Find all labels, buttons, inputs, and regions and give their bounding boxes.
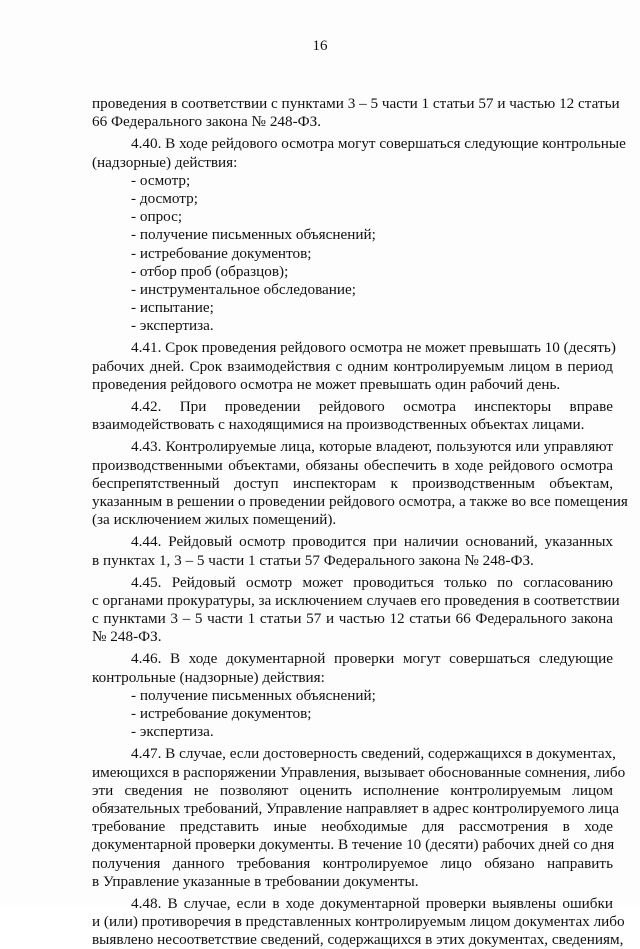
text-line: в Управление указанные в требовании документы.: [92, 872, 419, 890]
text-line: - экспертиза.: [131, 317, 214, 335]
text-line: с пунктами 3 – 5 части 1 статьи 57 и частью 12 статьи 66 Федерального закона: [92, 610, 613, 628]
text-line: - опрос;: [131, 208, 183, 226]
text-line: 4.46. В ходе документарной проверки могут совершаться следующие: [131, 650, 613, 668]
text-line: - досмотр;: [131, 189, 198, 207]
text-line: получения данного требования контролируемое лицо обязано направить: [92, 854, 613, 872]
text-line: имеющихся в распоряжении Управления, вызывает обоснованные сомнения, либо: [92, 763, 626, 781]
page-number: 16: [312, 38, 328, 54]
text-line: - получение письменных объяснений;: [131, 226, 376, 244]
text-line: обязательных требований, Управление направляет в адрес контролируемого лица: [92, 799, 619, 817]
text-line: - отбор проб (образцов);: [131, 262, 289, 280]
text-line: 4.44. Рейдовый осмотр проводится при наличии оснований, указанных: [131, 533, 613, 551]
text-line: - экспертиза.: [131, 723, 214, 741]
text-line: - истребование документов;: [131, 244, 312, 262]
text-line: проведения рейдового осмотра не может превышать один рабочий день.: [92, 375, 561, 393]
text-line: 4.41. Срок проведения рейдового осмотра не может превышать 10 (десять): [131, 339, 616, 357]
text-line: с органами прокуратуры, за исключением случаев его проведения в соответствии: [92, 591, 620, 609]
text-line: производственными объектами, обязаны обеспечить в ходе рейдового осмотра: [92, 456, 613, 474]
text-line: взаимодействовать с находящимися на производственных объектах лицами.: [92, 416, 585, 434]
text-line: беспрепятственный доступ инспекторам к производственным объектам,: [92, 474, 613, 492]
text-line: контрольные (надзорные) действия:: [92, 668, 325, 686]
text-line: эти сведения не позволяют оценить исполнение контролируемым лицом: [92, 781, 613, 799]
text-line: - истребование документов;: [131, 705, 312, 722]
text-line: в пунктах 1, 3 – 5 части 1 статьи 57 Федерального закона № 248-ФЗ.: [92, 551, 534, 569]
text-line: и (или) противоречия в представленных контролируемым лицом документах либо: [92, 913, 625, 931]
text-line: требование представить иные необходимые для рассмотрения в ходе: [92, 818, 613, 836]
document-body: [92, 95, 628, 949]
text-line: (надзорные) действия:: [92, 153, 238, 171]
text-line: - инструментальное обследование;: [131, 280, 357, 298]
text-line: 4.43. Контролируемые лица, которые владеют, пользуются или управляют: [131, 438, 613, 456]
text-line: рабочих дней. Срок взаимодействия с одним контролируемым лицом в период: [92, 357, 613, 375]
text-line: 4.40. В ходе рейдового осмотра могут совершаться следующие контрольные: [131, 135, 626, 153]
text-line: 4.42. При проведении рейдового осмотра инспекторы вправе: [131, 398, 613, 415]
text-line: - получение письменных объяснений;: [131, 686, 376, 704]
text-line: - осмотр;: [131, 171, 191, 189]
text-line: № 248-ФЗ.: [92, 628, 162, 646]
text-line: 66 Федерального закона № 248-ФЗ.: [92, 113, 322, 131]
text-line: документарной проверки документы. В течение 10 (десяти) рабочих дней со дня: [92, 836, 615, 854]
text-line: указанным в решении о проведении рейдового осмотра, а также во все помещения: [92, 492, 628, 510]
text-line: проведения в соответствии с пунктами 3 – 5 части 1 статьи 57 и частью 12 статьи: [92, 95, 620, 112]
text-line: - испытание;: [131, 299, 214, 317]
text-line: 4.47. В случае, если достоверность сведений, содержащихся в документах,: [131, 745, 616, 763]
text-line: выявлено несоответствие сведений, содержащихся в этих документах, сведениям,: [92, 931, 624, 949]
text-line: 4.48. В случае, если в ходе документарной проверки выявлены ошибки: [131, 894, 613, 912]
text-line: 4.45. Рейдовый осмотр может проводиться только по согласованию: [131, 573, 613, 591]
text-line: (за исключением жилых помещений).: [92, 511, 337, 529]
